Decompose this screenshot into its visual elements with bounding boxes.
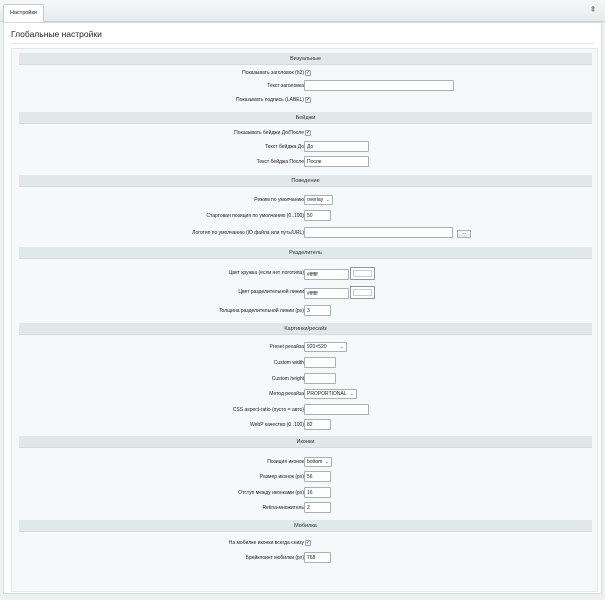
title-divider: [11, 43, 594, 44]
mobile-breakpoint-input[interactable]: [304, 552, 331, 563]
line-color-input[interactable]: [304, 288, 349, 299]
show-badges-label: Показывать бейджи До/После: [234, 130, 304, 136]
default-mode-value: overlay: [307, 197, 324, 203]
browse-logo-button[interactable]: ...: [457, 230, 471, 238]
icons-position-value: bottom: [307, 459, 323, 465]
line-width-label: Толщина разделительной линии (px): [218, 308, 304, 314]
badge-after-input[interactable]: [304, 156, 369, 167]
section-header-mobile: Мобилка: [19, 520, 592, 532]
title-text-input[interactable]: [304, 80, 454, 91]
badge-before-label: Текст бейджа До: [264, 144, 304, 150]
resize-preset-value: 920×520: [307, 344, 327, 350]
circle-color-input[interactable]: [304, 269, 349, 280]
resize-preset-label: Preset ресайза: [269, 344, 304, 350]
show-title-checkbox[interactable]: [305, 70, 311, 76]
section-header-visual: Визуальные: [19, 53, 592, 65]
icon-size-input[interactable]: [304, 471, 331, 482]
badge-after-label: Текст бейджа После: [256, 159, 304, 165]
start-position-input[interactable]: [304, 210, 331, 221]
section-header-divider: Разделитель: [19, 247, 592, 259]
mobile-icons-bottom-checkbox[interactable]: [305, 540, 311, 546]
retina-input[interactable]: [304, 502, 331, 513]
chevron-down-icon: ⌄: [324, 459, 329, 465]
title-text-label: Текст заголовка: [267, 83, 304, 89]
retina-label: Retina-множитель: [262, 505, 304, 511]
icon-size-label: Размер иконок (px): [259, 474, 304, 480]
resize-method-label: Метод ресайза: [269, 391, 304, 397]
resize-method-value: PROPORTIONAL: [307, 391, 347, 397]
mobile-icons-bottom-label: На мобилке иконки всегда снизу: [228, 540, 304, 546]
chevron-down-icon: ⌄: [339, 344, 344, 350]
chevron-down-icon: ⌄: [349, 391, 354, 397]
icons-position-select[interactable]: [304, 457, 332, 467]
icon-gap-label: Отступ между иконками (px): [238, 490, 304, 496]
start-position-label: Стартовая позиция по умолчанию (0..100): [206, 213, 304, 219]
section-header-images: Картинки/ресайз: [19, 323, 592, 335]
checkmark-icon: ✓: [306, 70, 311, 76]
section-header-behavior: Поведение: [19, 175, 592, 187]
section-header-badges: Бейджи: [19, 112, 592, 124]
checkmark-icon: ✓: [306, 130, 311, 136]
circle-color-label: Цвет кружка (если нет логотипа): [228, 270, 304, 276]
default-logo-input[interactable]: [304, 227, 453, 238]
line-color-swatch[interactable]: [350, 286, 375, 299]
default-mode-label: Режим по умолчанию: [254, 197, 304, 203]
aspect-ratio-input[interactable]: [304, 404, 369, 415]
resize-method-select[interactable]: [304, 389, 357, 399]
custom-height-label: Custom height: [271, 376, 304, 382]
pin-icon[interactable]: ⇞: [589, 5, 597, 14]
custom-width-input[interactable]: [304, 357, 336, 368]
line-width-input[interactable]: [304, 305, 331, 316]
circle-color-swatch[interactable]: [350, 267, 375, 280]
settings-form: [11, 48, 598, 592]
webp-quality-input[interactable]: [304, 419, 331, 430]
resize-preset-select[interactable]: [304, 342, 347, 352]
show-badges-checkbox[interactable]: [305, 130, 311, 136]
page-title: Глобальные настройки: [11, 29, 102, 39]
checkmark-icon: ✓: [306, 540, 311, 546]
custom-height-input[interactable]: [304, 373, 336, 384]
checkmark-icon: ✓: [306, 97, 311, 103]
mobile-breakpoint-label: Брейкпоинт мобилки (px): [245, 555, 304, 561]
section-header-icons: Иконки: [19, 436, 592, 448]
default-logo-label: Логотип по умолчанию (ID файла или путь/URL): [192, 230, 304, 236]
aspect-ratio-label: CSS aspect-ratio (пусто = авто): [232, 407, 304, 413]
show-title-label: Показывать заголовок (h2): [242, 70, 304, 76]
icon-gap-input[interactable]: [304, 487, 331, 498]
show-caption-label: Показывать подпись (LABEL): [235, 97, 304, 103]
webp-quality-label: WebP качество (0..100): [250, 422, 304, 428]
icons-position-label: Позиция иконок: [267, 459, 304, 465]
line-color-label: Цвет разделительной линии: [238, 289, 304, 295]
badge-before-input[interactable]: [304, 141, 369, 152]
tab-settings[interactable]: Настройки: [3, 4, 44, 23]
tab-bar: [0, 0, 605, 22]
default-mode-select[interactable]: [304, 195, 333, 205]
settings-panel: [3, 22, 602, 594]
custom-width-label: Custom width: [273, 360, 304, 366]
show-caption-checkbox[interactable]: [305, 97, 311, 103]
chevron-down-icon: ⌄: [325, 197, 330, 203]
